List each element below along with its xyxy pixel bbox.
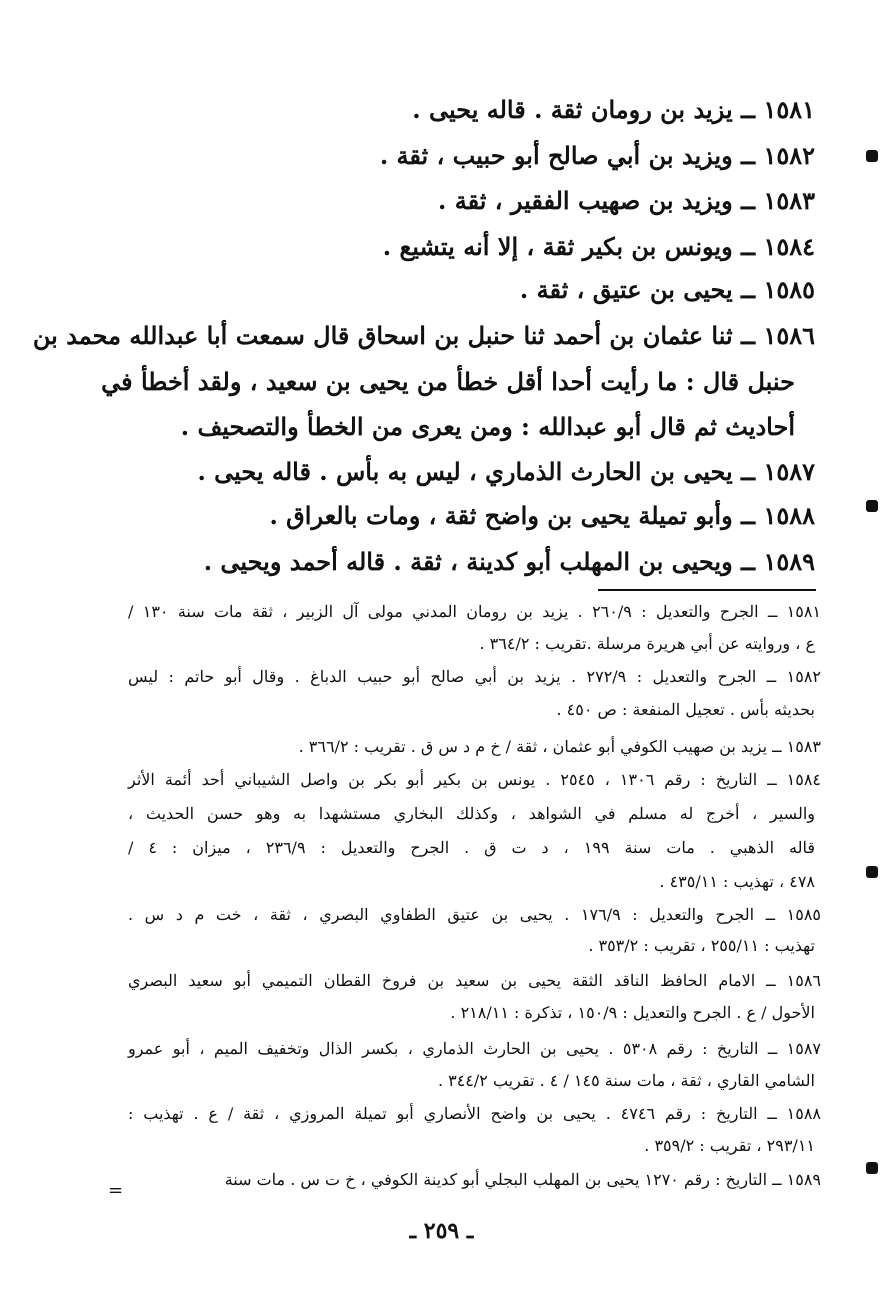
main-entry-continuation: أحاديث ثم قال أبو عبدالله : ومن يعرى من الخطأ والتصحيف . bbox=[180, 412, 795, 441]
footnote-line: الأحول / ع . الجرح والتعديل : ١٥٠/٩ ، تذكرة : ٢١٨/١١ . bbox=[450, 1003, 815, 1022]
main-entry-continuation: حنبل قال : ما رأيت أحدا أقل خطأ من يحيى بن سعيد ، ولقد أخطأ في bbox=[101, 367, 795, 396]
footnote-line: ع ، وروايته عن أبي هريرة مرسلة .تقريب : ٣٦٤/٢ . bbox=[479, 634, 815, 653]
footnote-line: ٢٩٣/١١ ، تقريب : ٣٥٩/٢ . bbox=[644, 1136, 815, 1155]
footnote-line: ١٥٨٣ ــ يزيد بن صهيب الكوفي أبو عثمان ، ثقة / خ م د س ق . تقريب : ٣٦٦/٢ . bbox=[298, 737, 821, 756]
margin-ink-mark bbox=[866, 150, 878, 162]
footnote-line: الشامي القاري ، ثقة ، مات سنة ١٤٥ / ٤ . تقريب ٣٤٤/٢ . bbox=[437, 1071, 815, 1090]
footnote-line: ١٥٨٨ ــ التاريخ : رقم ٤٧٤٦ . يحيى بن واضح الأنصاري أبو تميلة المروزي ، ثقة / ع . تهذيب : bbox=[128, 1104, 822, 1123]
main-entry: ١٥٨٨ ــ وأبو تميلة يحيى بن واضح ثقة ، ومات بالعراق . bbox=[269, 501, 815, 530]
main-entry: ١٥٨٢ ــ ويزيد بن أبي صالح أبو حبيب ، ثقة . bbox=[379, 141, 815, 170]
footnote-line: ٤٧٨ ، تهذيب : ٤٣٥/١١ . bbox=[659, 872, 815, 891]
continuation-mark: = bbox=[108, 1180, 124, 1201]
main-entry: ١٥٨٤ ــ ويونس بن بكير ثقة ، إلا أنه يتشيع . bbox=[382, 232, 815, 261]
margin-ink-mark bbox=[866, 500, 878, 512]
footnote-line: ١٥٨٦ ــ الامام الحافظ الناقد الثقة يحيى بن سعيد بن فروخ القطان التميمي أبو سعيد البصري bbox=[128, 971, 821, 990]
footnote-line: ١٥٨٥ ــ الجرح والتعديل : ١٧٦/٩ . يحيى بن عتيق الطفاوي البصري ، ثقة ، خت م د س . bbox=[128, 905, 822, 924]
main-entry: ١٥٨٥ ــ يحيى بن عتيق ، ثقة . bbox=[519, 275, 815, 304]
footnote-separator bbox=[598, 589, 816, 591]
footnote-line: قاله الذهبي . مات سنة ١٩٩ ، د ت ق . الجرح والتعديل : ٢٣٦/٩ ، ميزان : ٤ / bbox=[128, 838, 816, 857]
footnote-line: تهذيب : ٢٥٥/١١ ، تقريب : ٣٥٣/٢ . bbox=[588, 936, 815, 955]
page-number: ـ ٢٥٩ ـ bbox=[409, 1218, 474, 1244]
footnote-line: ١٥٨٤ ــ التاريخ : رقم ١٣٠٦ ، ٢٥٤٥ . يونس بن بكير أبو بكر بن واصل الشيباني أحد أئمة الأثر bbox=[128, 770, 822, 789]
footnote-line: والسير ، أخرج له مسلم في الشواهد ، وكذلك البخاري مستشهدا به وهو حسن الحديث ، bbox=[128, 804, 815, 823]
footnote-line: ١٥٨١ ــ الجرح والتعديل : ٢٦٠/٩ . يزيد بن رومان المدني مولى آل الزبير ، ثقة مات سنة ١٣٠ / bbox=[128, 602, 822, 621]
main-entry: ١٥٨٦ ــ ثنا عثمان بن أحمد ثنا حنبل بن اسحاق قال سمعت أبا عبدالله محمد بن bbox=[32, 321, 815, 350]
main-entry: ١٥٨٣ ــ ويزيد بن صهيب الفقير ، ثقة . bbox=[438, 186, 815, 215]
main-entry: ١٥٨٧ ــ يحيى بن الحارث الذماري ، ليس به بأس . قاله يحيى . bbox=[197, 457, 815, 486]
margin-ink-mark bbox=[866, 1162, 878, 1174]
footnote-line: ١٥٨٢ ــ الجرح والتعديل : ٢٧٢/٩ . يزيد بن أبي صالح أبو حبيب الدباغ . وقال أبو حاتم : ليس bbox=[128, 667, 822, 686]
main-entry: ١٥٨٩ ــ ويحيى بن المهلب أبو كدينة ، ثقة . قاله أحمد ويحيى . bbox=[203, 547, 815, 576]
footnote-line: بحديثه بأس . تعجيل المنفعة : ص ٤٥٠ . bbox=[556, 700, 815, 719]
margin-ink-mark bbox=[866, 866, 878, 878]
main-entry: ١٥٨١ ــ يزيد بن رومان ثقة . قاله يحيى . bbox=[412, 95, 815, 124]
footnote-line: ١٥٨٩ ــ التاريخ : رقم ١٢٧٠ يحيى بن المهلب البجلي أبو كدينة الكوفي ، خ ت س . مات سنة bbox=[224, 1170, 821, 1189]
footnote-line: ١٥٨٧ ــ التاريخ : رقم ٥٣٠٨ . يحيى بن الحارث الذماري ، بكسر الذال وتخفيف الميم ، أبو عمرو bbox=[128, 1039, 822, 1058]
